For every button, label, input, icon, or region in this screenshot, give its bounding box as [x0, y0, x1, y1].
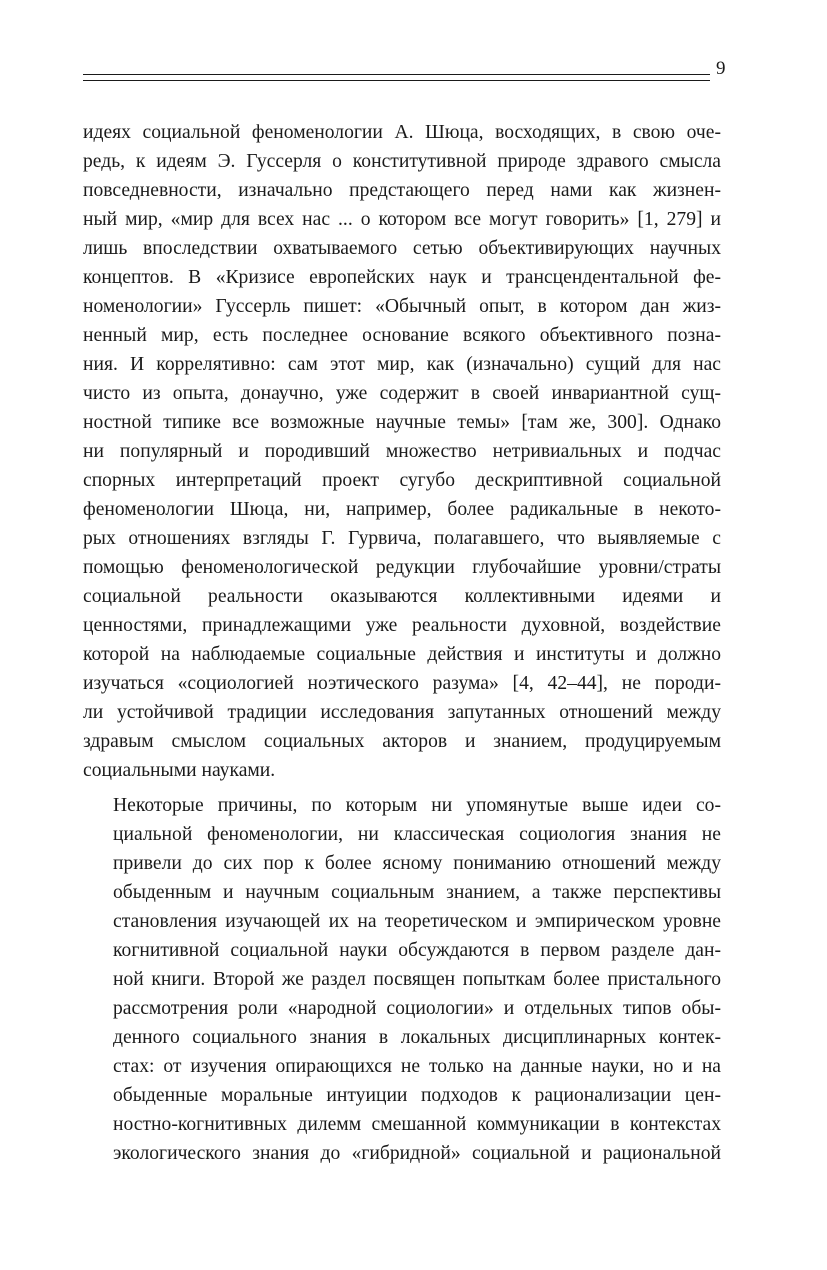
text-line: лишь впоследствии охватываемого сетью объективирующих научных — [83, 238, 721, 259]
text-line: когнитивной социальной науки обсуждаются в первом разделе дан- — [113, 940, 721, 961]
text-line: Некоторые причины, по которым ни упомянутые выше идеи со- — [113, 795, 721, 816]
text-line: социальными науками. — [83, 760, 276, 781]
text-line: ценностями, принадлежащими уже реальности духовной, воздействие — [83, 615, 721, 636]
text-line: ной книги. Второй же раздел посвящен попыткам более пристального — [113, 969, 721, 990]
text-line: идеях социальной феноменологии А. Шюца, восходящих, в свою оче- — [83, 122, 721, 143]
text-line: повседневности, изначально предстающего перед нами как жизнен- — [83, 180, 721, 201]
text-line: концептов. В «Кризисе европейских наук и трансцендентальной фе- — [83, 267, 721, 288]
text-line: привели до сих пор к более ясному пониманию отношений между — [113, 853, 721, 874]
text-line: рассмотрения роли «народной социологии» и отдельных типов обы- — [113, 998, 721, 1019]
text-line: чисто из опыта, донаучно, уже содержит в своей инвариантной сущ- — [83, 383, 721, 404]
text-line: изучаться «социологией ноэтического разума» [4, 42–44], не породи- — [83, 673, 721, 694]
text-line: ный мир, «мир для всех нас ... о котором все могут говорить» [1, 279] и — [83, 209, 721, 230]
text-line: циальной феноменологии, ни классическая социология знания не — [113, 824, 721, 845]
text-line: ния. И коррелятивно: сам этот мир, как (изначально) сущий для нас — [83, 354, 721, 375]
text-line: редь, к идеям Э. Гуссерля о конститутивной природе здравого смысла — [83, 151, 721, 172]
text-line: феноменологии Шюца, ни, например, более радикальные в некото- — [83, 499, 721, 520]
text-line: которой на наблюдаемые социальные действия и институты и должно — [83, 644, 721, 665]
text-line: стах: от изучения опирающихся не только на данные науки, но и на — [113, 1056, 721, 1077]
text-line: номенологии» Гуссерль пишет: «Обычный опыт, в котором дан жиз- — [83, 296, 721, 317]
text-line: становления изучающей их на теоретическом и эмпирическом уровне — [113, 911, 721, 932]
text-line: ностной типике все возможные научные темы» [там же, 300]. Однако — [83, 412, 721, 433]
text-line: экологического знания до «гибридной» социальной и рациональной — [113, 1143, 721, 1164]
text-line: обыденным и научным социальным знанием, а также перспективы — [113, 882, 721, 903]
text-line: ли устойчивой традиции исследования запутанных отношений между — [83, 702, 721, 723]
text-line: обыденные моральные интуиции подходов к рационализации цен- — [113, 1085, 721, 1106]
text-line: спорных интерпретаций проект сугубо дескриптивной социальной — [83, 470, 721, 491]
text-line: ни популярный и породивший множество нетривиальных и подчас — [83, 441, 721, 462]
text-line: социальной реальности оказываются коллективными идеями и — [83, 586, 721, 607]
header-double-rule — [83, 74, 710, 81]
paragraph-1 — [83, 118, 721, 785]
text-line: помощью феноменологической редукции глубочайшие уровни/страты — [83, 557, 721, 578]
paragraph-2 — [83, 791, 721, 1168]
text-line: ностно-когнитивных дилемм смешанной коммуникации в контекстах — [113, 1114, 721, 1135]
text-line: здравым смыслом социальных акторов и знанием, продуцируемым — [83, 731, 721, 752]
page-number: 9 — [716, 58, 726, 79]
text-line: денного социального знания в локальных дисциплинарных контек- — [113, 1027, 721, 1048]
text-body — [83, 118, 721, 1168]
text-line: ненный мир, есть последнее основание всякого объективного позна- — [83, 325, 721, 346]
text-line: рых отношениях взгляды Г. Гурвича, полагавшего, что выявляемые с — [83, 528, 721, 549]
